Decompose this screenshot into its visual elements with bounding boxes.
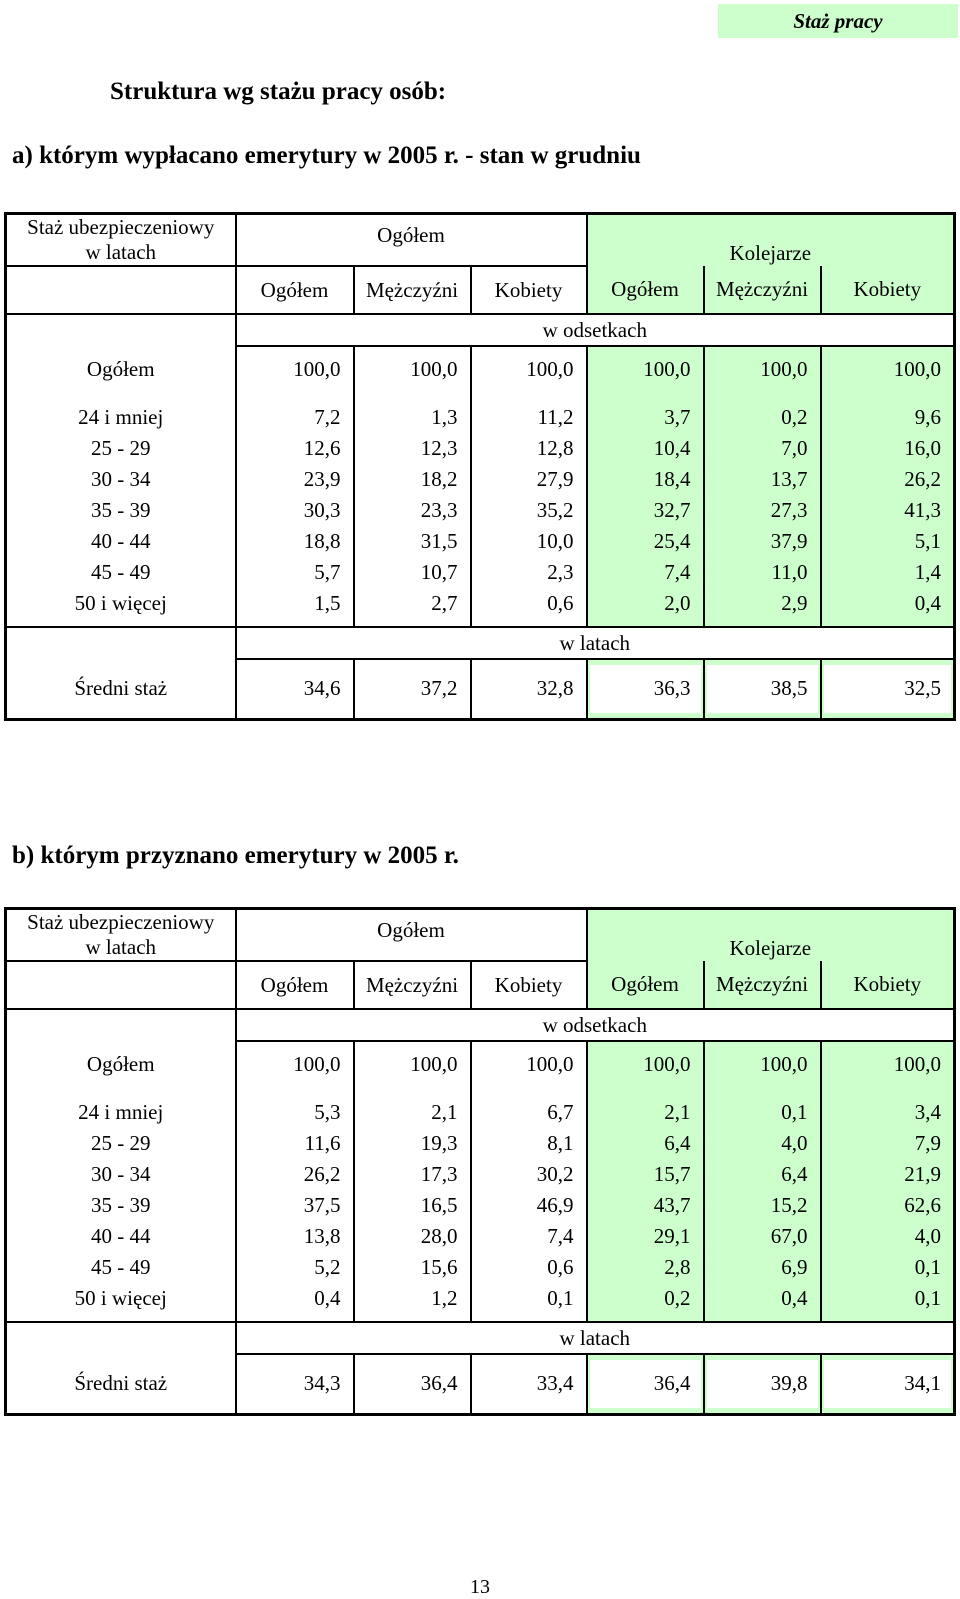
avg-row-cell [587,659,704,719]
row-value: 6,9 [704,1252,821,1283]
row-value: 0,1 [821,1283,955,1314]
row-value: 16,5 [354,1190,471,1221]
row-value: 4,0 [704,1128,821,1159]
total-row-value: 100,0 [704,1041,821,1087]
row-value: 7,4 [471,1221,587,1252]
stub-header-line1: Staż ubezpieczeniowy [27,910,215,934]
table-row [6,495,955,526]
row-value: 9,6 [821,402,955,433]
row-value: 25,4 [587,526,704,557]
row-value: 19,3 [354,1128,471,1159]
stub-header [6,214,236,267]
row-value: 17,3 [354,1159,471,1190]
table-row [6,588,955,619]
section-tag: Staż pracy [718,4,958,38]
row-value: 0,4 [821,588,955,619]
page-title: Struktura wg stażu pracy osób: [110,78,447,105]
row-value: 1,4 [821,557,955,588]
page-number: 13 [470,1576,490,1598]
row-value: 6,7 [471,1097,587,1128]
total-row-value: 100,0 [354,1041,471,1087]
row-label: 25 - 29 [91,1131,151,1155]
row-value: 5,3 [236,1097,354,1128]
column-header: Kobiety [471,961,587,1009]
row-value: 37,9 [704,526,821,557]
row-value: 15,6 [354,1252,471,1283]
row-value: 46,9 [471,1190,587,1221]
column-header: Mężczyźni [354,961,471,1009]
total-row-label: Ogółem [86,356,155,381]
total-row-value: 100,0 [704,346,821,392]
row-value: 1,5 [236,588,354,619]
avg-row-value: 38,5 [707,665,818,713]
table-row [6,1128,955,1159]
row-value: 6,4 [587,1128,704,1159]
column-header: Kobiety [821,961,955,1009]
row-value: 5,7 [236,557,354,588]
avg-row-value: 36,4 [354,1354,471,1414]
row-value: 32,7 [587,495,704,526]
row-value: 6,4 [704,1159,821,1190]
avg-row-value: 34,6 [236,659,354,719]
table-row [6,557,955,588]
row-label: 35 - 39 [91,1193,151,1217]
table-row [6,1252,955,1283]
row-label: 40 - 44 [91,529,151,553]
avg-row-cell [704,659,821,719]
row-value: 28,0 [354,1221,471,1252]
avg-row-value: 32,5 [824,665,952,713]
column-header: Mężczyźni [354,266,471,314]
row-value: 0,1 [471,1283,587,1314]
row-label: 30 - 34 [91,467,151,491]
row-value: 12,3 [354,433,471,464]
section-b-heading: b) którym przyznano emerytury w 2005 r. [12,842,459,869]
row-value: 26,2 [236,1159,354,1190]
total-row-value: 100,0 [821,1041,955,1087]
row-label: 50 i więcej [74,1286,167,1310]
column-header: Ogółem [587,961,704,1009]
row-label: 25 - 29 [91,436,151,460]
avg-row-value: 36,4 [590,1360,701,1408]
avg-row-cell [587,1354,704,1414]
row-value: 11,0 [704,557,821,588]
total-row-value: 100,0 [236,1041,354,1087]
row-value: 7,4 [587,557,704,588]
row-value: 18,2 [354,464,471,495]
row-value: 1,3 [354,402,471,433]
group-rail-header: Kolejarze [587,909,955,962]
row-value: 27,3 [704,495,821,526]
column-header: Ogółem [587,266,704,314]
row-value: 3,4 [821,1097,955,1128]
row-value: 29,1 [587,1221,704,1252]
stub-header-line1: Staż ubezpieczeniowy [27,215,215,239]
row-value: 5,1 [821,526,955,557]
group-total-header: Ogółem [236,909,587,962]
row-label: 30 - 34 [91,1162,151,1186]
row-value: 2,7 [354,588,471,619]
avg-row-cell [704,1354,821,1414]
row-label: 24 i mniej [78,405,164,429]
total-row-value: 100,0 [354,346,471,392]
table-row [6,526,955,557]
row-value: 7,2 [236,402,354,433]
column-header: Mężczyźni [704,961,821,1009]
stub-header-line2: w latach [85,240,157,264]
total-row-value: 100,0 [587,346,704,392]
unit-percent: w odsetkach [236,314,955,346]
row-value: 0,4 [704,1283,821,1314]
avg-row-cell [821,1354,955,1414]
row-label: 24 i mniej [78,1100,164,1124]
row-value: 43,7 [587,1190,704,1221]
row-value: 0,1 [821,1252,955,1283]
stub-header [6,909,236,962]
row-label: 45 - 49 [91,1255,151,1279]
row-value: 21,9 [821,1159,955,1190]
row-value: 26,2 [821,464,955,495]
row-value: 18,8 [236,526,354,557]
table-a [4,212,956,721]
row-value: 10,7 [354,557,471,588]
row-value: 15,2 [704,1190,821,1221]
group-total-header: Ogółem [236,214,587,267]
row-value: 0,6 [471,588,587,619]
row-value: 31,5 [354,526,471,557]
stub-spacer [6,1009,236,1041]
row-value: 1,2 [354,1283,471,1314]
row-value: 67,0 [704,1221,821,1252]
row-value: 13,8 [236,1221,354,1252]
table-row [6,402,955,433]
stub-header-line2: w latach [85,935,157,959]
column-header: Kobiety [821,266,955,314]
avg-row-value: 34,3 [236,1354,354,1414]
unit-years: w latach [236,627,955,659]
row-label: 40 - 44 [91,1224,151,1248]
total-row-value: 100,0 [236,346,354,392]
total-row-value: 100,0 [587,1041,704,1087]
row-value: 2,1 [587,1097,704,1128]
row-value: 16,0 [821,433,955,464]
row-value: 2,9 [704,588,821,619]
row-value: 27,9 [471,464,587,495]
table-row [6,1283,955,1314]
row-value: 30,3 [236,495,354,526]
row-value: 18,4 [587,464,704,495]
row-value: 62,6 [821,1190,955,1221]
row-label: 35 - 39 [91,498,151,522]
row-value: 15,7 [587,1159,704,1190]
avg-row-value: 34,1 [824,1360,952,1408]
total-row-label: Ogółem [86,1051,155,1076]
row-value: 0,6 [471,1252,587,1283]
total-row-value: 100,0 [821,346,955,392]
unit-years: w latach [236,1322,955,1354]
row-value: 30,2 [471,1159,587,1190]
column-header: Ogółem [236,266,354,314]
row-value: 41,3 [821,495,955,526]
row-value: 2,3 [471,557,587,588]
row-value: 5,2 [236,1252,354,1283]
avg-row-cell [821,659,955,719]
avg-row-value: 32,8 [471,659,587,719]
row-label: 45 - 49 [91,560,151,584]
row-value: 0,2 [587,1283,704,1314]
group-rail-header: Kolejarze [587,214,955,267]
avg-row-value: 33,4 [471,1354,587,1414]
avg-row-label: Średni staż [74,1370,168,1395]
stub-spacer [6,266,236,314]
row-value: 7,0 [704,433,821,464]
table-row [6,464,955,495]
row-value: 4,0 [821,1221,955,1252]
row-value: 12,8 [471,433,587,464]
table-row [6,1221,955,1252]
avg-row-value: 36,3 [590,665,701,713]
table-row [6,433,955,464]
row-value: 37,5 [236,1190,354,1221]
row-value: 10,4 [587,433,704,464]
avg-row-value: 39,8 [707,1360,818,1408]
stub-spacer [6,314,236,346]
row-value: 11,2 [471,402,587,433]
unit-percent: w odsetkach [236,1009,955,1041]
row-value: 23,3 [354,495,471,526]
row-value: 0,1 [704,1097,821,1128]
row-value: 23,9 [236,464,354,495]
total-row-value: 100,0 [471,1041,587,1087]
section-a-heading: a) którym wypłacano emerytury w 2005 r. - stan w grudniu [12,142,641,169]
row-value: 2,8 [587,1252,704,1283]
table-row [6,1097,955,1128]
row-value: 2,1 [354,1097,471,1128]
avg-row-value: 37,2 [354,659,471,719]
avg-row-label: Średni staż [74,675,168,700]
stub-spacer [6,961,236,1009]
total-row-value: 100,0 [471,346,587,392]
table-b [4,907,956,1416]
row-value: 12,6 [236,433,354,464]
row-value: 11,6 [236,1128,354,1159]
row-value: 8,1 [471,1128,587,1159]
column-header: Mężczyźni [704,266,821,314]
row-label: 50 i więcej [74,591,167,615]
row-value: 0,2 [704,402,821,433]
column-header: Ogółem [236,961,354,1009]
stub-spacer [6,1322,236,1354]
row-value: 0,4 [236,1283,354,1314]
row-value: 13,7 [704,464,821,495]
row-value: 3,7 [587,402,704,433]
row-value: 35,2 [471,495,587,526]
table-row [6,1190,955,1221]
row-value: 7,9 [821,1128,955,1159]
row-value: 2,0 [587,588,704,619]
column-header: Kobiety [471,266,587,314]
row-value: 10,0 [471,526,587,557]
stub-spacer [6,627,236,659]
table-row [6,1159,955,1190]
